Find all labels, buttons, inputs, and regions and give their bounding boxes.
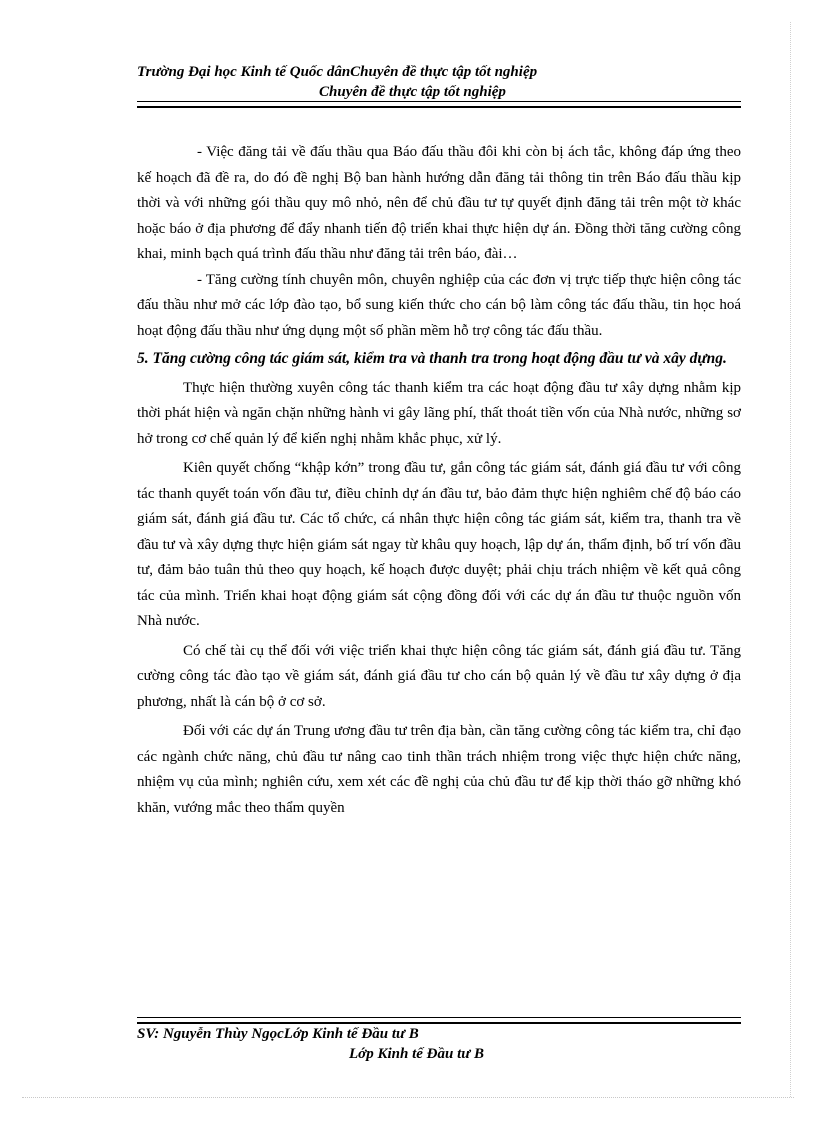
page-boundary-right (790, 22, 791, 1097)
header-line-2: Chuyên đề thực tập tốt nghiệp (319, 84, 506, 100)
section-heading-5: 5. Tăng cường công tác giám sát, kiểm tra và thanh tra trong hoạt động đầu tư và xây dựng. (137, 350, 727, 367)
footer-line-2: Lớp Kinh tế Đầu tư B (349, 1046, 484, 1062)
paragraph-resolute-measures: Kiên quyết chống “khập kớn” trong đầu tư, gắn công tác giám sát, đánh giá đầu tư với công tác thanh quyết toán vốn đầu tư, điều chỉnh dự án đầu tư, bảo đảm thực hiện nghiêm chế độ báo cáo giám sát, đánh giá đầu tư. Các tổ chức, cá nhân thực hiện công tác giám sát, kiểm tra, thanh tra về đầu tư và xây dựng thực hiện giám sát ngay từ khâu quy hoạch, lập dự án, thẩm định, bố trí vốn đầu tư, đảm bảo tuân thủ theo quy hoạch, kế hoạch được duyệt; phải chịu trách nhiệm về kết quả công tác của mình. Triển khai hoạt động giám sát cộng đồng đối với các dự án đầu tư thuộc nguồn vốn Nhà nước. (137, 460, 741, 629)
paragraph-bidding-publication: - Việc đăng tải về đấu thầu qua Báo đấu thầu đôi khi còn bị ách tắc, không đáp ứng theo kế hoạch đã đề ra, do đó đề nghị Bộ ban hành hướng dẫn đăng tải thông tin trên Báo đấu thầu kịp thời và với những gói thầu quy mô nhỏ, nên để chủ đầu tư tự quyết định đăng tải trên một tờ khác hoặc báo ở địa phương để đẩy nhanh tiến độ triển khai thực hiện dự án. Đồng thời tăng cường công khai, minh bạch quá trình đấu thầu như đăng tải trên báo, đài… (137, 144, 741, 262)
header-rule (137, 101, 741, 108)
page-header (137, 62, 741, 102)
footer-rule (137, 1017, 741, 1024)
footer-line-1: SV: Nguyễn Thùy NgọcLớp Kinh tế Đầu tư B (137, 1026, 419, 1042)
document-body (137, 140, 741, 821)
header-line-1: Trường Đại học Kinh tế Quốc dânChuyên đề thực tập tốt nghiệp (137, 64, 538, 80)
page-footer (137, 1024, 741, 1064)
paragraph-central-projects: Đối với các dự án Trung ương đầu tư trên địa bàn, cần tăng cường công tác kiểm tra, chỉ đạo các ngành chức năng, chủ đầu tư nâng cao tinh thần trách nhiệm trong việc thực hiện chức năng, nhiệm vụ của mình; nghiên cứu, xem xét các đề nghị của chủ đầu tư để kịp thời tháo gỡ những khó khăn, vướng mắc theo thẩm quyền (137, 723, 741, 816)
paragraph-professional-capacity: - Tăng cường tính chuyên môn, chuyên nghiệp của các đơn vị trực tiếp thực hiện công tác đấu thầu như mở các lớp đào tạo, bổ sung kiến thức cho cán bộ làm công tác đấu thầu, tin học hoá hoạt động đấu thầu như ứng dụng một số phần mềm hỗ trợ công tác đấu thầu. (137, 271, 741, 339)
paragraph-sanctions: Có chế tài cụ thể đối với việc triển khai thực hiện công tác giám sát, đánh giá đầu tư. Tăng cường công tác đào tạo về giám sát, đánh giá đầu tư cho cán bộ quản lý về đầu tư xây dựng ở địa phương, nhất là cán bộ ở cơ sở. (137, 642, 741, 710)
paragraph-regular-inspection: Thực hiện thường xuyên công tác thanh kiểm tra các hoạt động đầu tư xây dựng nhằm kịp thời phát hiện và ngăn chặn những hành vi gây lãng phí, thất thoát tiền vốn của Nhà nước, những sơ hở trong cơ chế quản lý để kiến nghị nhằm khắc phục, xử lý. (137, 379, 741, 447)
page-boundary-bottom (22, 1097, 794, 1098)
